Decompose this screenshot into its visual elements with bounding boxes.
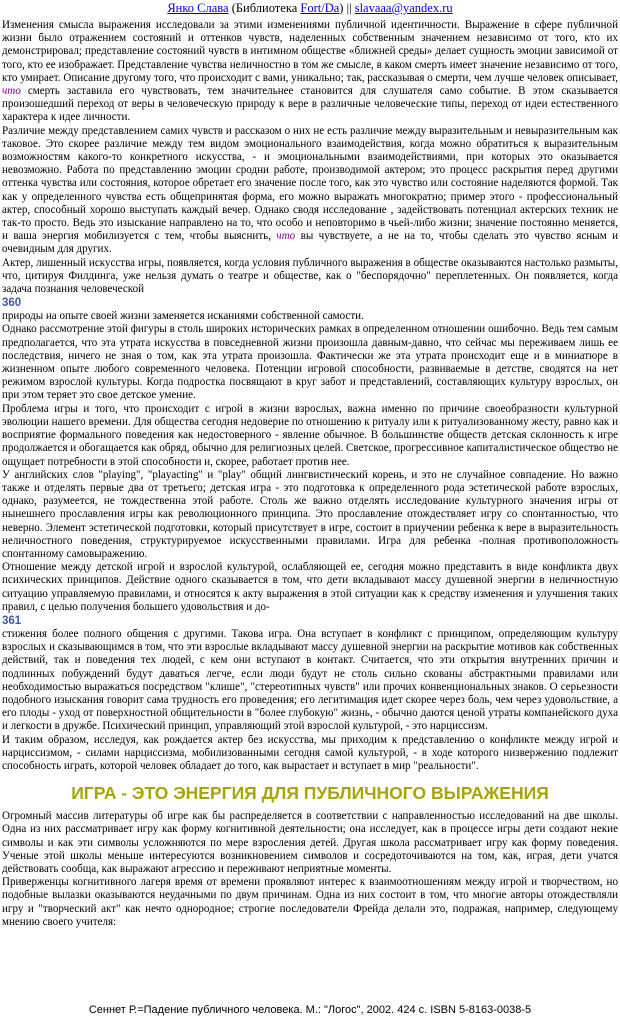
library-link[interactable]: Fort/Da (300, 1, 340, 15)
paragraph: Огромный массив литературы об игре как бы распределяется в соответствии с направленностью исследований на две школы. Одна из них рассматривает игру как форму когнитивной деятельности; она исследует, как в процессе игры дети создают некие символы и как эти символы усложняются по мере взросления детей. Другая школа рассматривает игру как форму поведения. Ученые этой школы меньше интересуются возникновением символов и сосредоточиваются на том, как, играя, дети учатся действовать сообща, как выражают агрессию и переживают неприятные моменты. (2, 810, 618, 875)
library-suffix: ) || (339, 1, 355, 15)
paragraph: природы на опыте своей жизни заменяется исканиями собственной самости. (2, 310, 364, 323)
paragraph: И таким образом, исследуя, как рождается актер без искусства, мы приходим к представлению о конфликте между игрой и нарциссизмом, - силами нарциссизма, мобилизованными сегодня самой культурой, - в ходе которого низвержению подлежит способность играть, которой человек обладает до того, как вырастает и вступает в мир "реальности". (2, 733, 618, 772)
paragraph: Актер, лишенный искусства игры, появляется, когда условия публичного выражения в обществе оказываются настолько размыты, что, цитируя Филдинга, уже нельзя думать о театре и обществе, как о "беспорядочно" переплетенных. Он появляется, когда задача познания человеческой (2, 256, 618, 296)
emphasis: что (276, 230, 296, 243)
page-number: 361 (2, 614, 22, 627)
document-body (2, 19, 618, 929)
page-header (0, 0, 620, 16)
paragraph (2, 19, 618, 125)
email-link[interactable]: slavaaa@yandex.ru (354, 1, 453, 15)
author-link[interactable]: Янко Слава (167, 1, 229, 15)
emphasis: что (2, 85, 21, 98)
paragraph-text: смерть заставила его чувствовать, тем значительнее становится для слушателя само событие. В этом сказывается произошедший переход от веры в человеческую природу к вере в различные человеческие типы, переход от идеи естественного характера к идее личности. (2, 85, 618, 124)
paragraph: стижения более полного общения с другими. Такова игра. Она вступает в конфликт с принципом, определяющим культуру взрослых и сказывающимся в том, что эти взрослые вкладывают массу душевной энергии на раскрытие мотивов как собственных действий, так и поведения тех людей, с кем они вступают в контакт. Считается, что эти открытия внутренних причин и подлинных побуждений будут даваться легче, если люди будут не столь сильно скованы абстрактными правилами или необходимостью выражаться посредством "клише", "стереотипных чувств" или прочих конвенциональных знаков. О серьезности подобного изыскания говорит сама трудность его проведения; его легитимация идет скорее через боль, чем через удовольствие, а его плоды - уход от поверхностной общительности в "более глубокую" жизнь, - обычно даются ценой утраты компанейского духа и легкости в дружбе. Психический принцип, управляющий этой взрослой культурой, - это нарциссизм. (2, 627, 618, 733)
paragraph-text: вы чувствуете, а не на то, чтобы сделать это чувство ясным и очевидным для других. (2, 230, 619, 256)
paragraph: У английских слов "playing", "playacting" и "play" общий лингвистический корень, и это не случайное совпадение. Но важно также и отделять первые два от третьего; детская игра - это подготовка к определенного рода эстетической работе взрослых, однако, разумеется, не тождественна этой работе. Столь же важно отделять исследование культурного значения игры от нынешнего прославления игры как революционного принципа. Это прославление отождествляет игру со спонтанностью, что неверно. Элемент эстетической подготовки, который присутствует в игре, состоит в приучении ребенка к вере в выразительность неличностного поведения, структурируемое искусственными правилами. Игра для ребенка -полная противоположность спонтанному самовыражению. (2, 468, 618, 560)
paragraph: Отношение между детской игрой и взрослой культурой, ослабляющей ее, сегодня можно представить в виде конфликта двух психических принципов. Действие одного сказывается в том, что дети вкладывают массу душевной энергии в неличностную ситуацию управляемую правилами, и относятся к акту выражения в этой ситуации как к средству изменения и улучшения таких правил, с целью получения большего удовольствия и до- (2, 561, 618, 613)
paragraph: Проблема игры и того, что происходит с игрой в жизни взрослых, важна именно по причине своеобразности культурной эволюции нашего времени. Для общества сегодня недоверие по отношению к ритуалу или к ритуализованному жесту, равно как и восприятие формального поведения как недостоверного - явление обычное. В большинстве обществ детская склонность к игре продолжается и обогащается как обряд, обычно для религиозных целей. Светское, прогрессивное капиталистическое общество не ощущает потребности в этой способности и, скорее, работает против нее. (2, 402, 618, 468)
paragraph: Однако рассмотрение этой фигуры в столь широких исторических рамках в определенном отношении ошибочно. Ведь тем самым предполагается, что эта утрата искусства в повседневной жизни произошла давным-давно, что сейчас мы переживаем лишь ее последствия, ничего не зная о том, как эта утрата произошла. Фактически же эта утрата происходит еще и в миниатюре в жизненном опыте любого современного человека. Потенции игровой способности, развиваемые в детстве, сводятся на нет режимом взрослой культуры. Когда подростка посвящают в круг забот и представлений, составляющих культуру взрослых, он при этом теряет это свое детское умение. (2, 323, 618, 402)
page-number: 360 (2, 297, 22, 310)
paragraph-text: Различие между представлением самих чувств и рассказом о них не есть различие между выразительным и невыразительным как таковое. Это скорее различие между тем видом эмоционального взаимодействия, когда можно обратиться к выразительным возможностям какого-то конкретного искусства, - и эмоциональными взаимодействиями, при которых это оказывается невозможно. Работа по представлению эмоции сродни работе, производимой актером; это процесс раскрытия перед другими оттенка чувства или состояния, которое обретает его значение после того, как это чувство или состояние наделяются формой. Так как у определенного чувства есть общепринятая форма, его можно выражать многократно; пример этого - профессиональный актер, способный хорошо выступать каждый вечер. Однако сводя исследование , задействовать потенциал актерских техник не так-то просто. Ведь это изыскание направлено на то, что особо и неповторимо в чьей-либо жизни; значение постоянно меняется, и ваша энергия мобилизуется с тем, чтобы выяснить, (2, 124, 618, 243)
page-footer: Сеннет Р.=Падение публичного человека. М.: "Логос", 2002. 424 с. ISBN 5-8163-0038-5 (88, 1004, 532, 1016)
library-prefix: (Библиотека (228, 1, 301, 15)
section-heading: ИГРА - ЭТО ЭНЕРГИЯ ДЛЯ ПУБЛИЧНОГО ВЫРАЖЕНИЯ (71, 783, 549, 804)
paragraph: Приверженцы когнитивного лагеря время от времени проявляют интерес к взаимоотношениям между игрой и творчеством, но подобные вылазки оказываются неудачными по двум причинам. Одна из них состоит в том, что многие авторы отождествляли игру и "творческий акт" как нечто однородное; строгие последователи Фрейда делали это, подражая, например, следующему мнению своего учителя: (2, 876, 618, 928)
paragraph-text: Изменения смысла выражения исследовали за этими изменениями публичной идентичности. Выражение в сфере публичной жизни было отражением состояний и оттенков чувств, наделенных собственным значением независимо от того, кто их демонстрировал; представление состояний чувств в интимном обществе «ближней среды» делает сущность эмоции зависимой от того, кто ее изображает. Представление чувства неличностно в том же смысле, в каком смерть имеет значение независимо от того, кто умирает. Описание другому того, что происходит с вами, уникально; так, рассказывая о смерти, чем лучше человек описывает, (2, 19, 618, 84)
paragraph (2, 125, 618, 257)
